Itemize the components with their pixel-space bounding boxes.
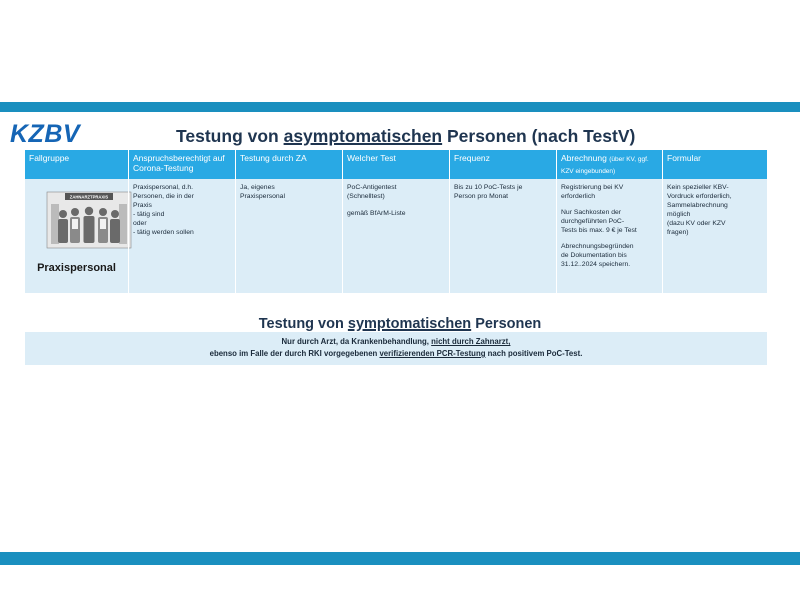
header-abrechnung-note: (über KV, ggf. KZV eingebunden) — [561, 156, 649, 175]
header-frequenz: Frequenz — [454, 153, 490, 163]
cell-formular: Kein spezieller KBV- Vordruck erforderlich, Sammelabrechnung möglich (dazu KV oder KZV fragen) — [667, 184, 732, 236]
bottom-accent-bar — [0, 552, 800, 565]
top-accent-bar — [0, 102, 800, 112]
col-testung-za — [235, 150, 342, 293]
col-abrechnung — [556, 150, 662, 293]
header-testung-za: Testung durch ZA — [240, 153, 307, 163]
symptomatic-line-2: ebenso im Falle der durch RKI vorgegebenen verifizierenden PCR-Testung nach positivem PoC-Test. — [209, 349, 583, 358]
symptomatic-info-box — [25, 332, 767, 365]
cell-welcher-test: PoC-Antigentest (Schnelltest) gemäß BfArM-Liste — [347, 184, 406, 217]
cell-abrechnung: Registrierung bei KV erforderlich Nur Sachkosten der durchgeführten PoC- Tests bis max. 9 € je Test Abrechnungsbegründen de Dokumentation bis 31.12..2024 speichern. — [561, 184, 637, 268]
symptomatic-highlight: symptomatischen — [347, 316, 472, 332]
asymptomatic-title: Testung von asymptomatischen Personen (nach TestV) — [176, 126, 636, 146]
symptomatic-title: Testung von symptomatischen Personen — [258, 316, 542, 332]
asymptomatic-table — [25, 150, 767, 293]
col-anspruch — [128, 150, 235, 293]
praxispersonal-label: Praxispersonal — [37, 262, 116, 274]
header-anspruch: Anspruchsberechtigt auf Corona-Testung — [133, 153, 225, 173]
header-abrechnung: Abrechnung (über KV, ggf. KZV eingebunden) — [561, 153, 649, 175]
symptomatic-line-1: Nur durch Arzt, da Krankenbehandlung, nicht durch Zahnarzt, — [281, 337, 511, 346]
col-frequenz — [449, 150, 556, 293]
header-fallgruppe: Fallgruppe — [29, 153, 70, 163]
header-formular: Formular — [667, 153, 702, 163]
kzbv-logo: KZBV — [10, 120, 81, 148]
cell-testung-za: Ja, eigenes Praxispersonal — [240, 184, 285, 200]
col-welcher-test — [342, 150, 449, 293]
col-fallgruppe — [25, 150, 128, 293]
header-welcher-test: Welcher Test — [347, 153, 396, 163]
practice-sign-text: ZAHNARZTPRAXIS — [69, 194, 109, 200]
asymptomatic-highlight: asymptomatischen — [283, 126, 443, 146]
col-formular — [662, 150, 767, 293]
cell-frequenz: Bis zu 10 PoC-Tests je Person pro Monat — [454, 184, 523, 200]
cell-anspruch: Praxispersonal, d.h. Personen, die in der Praxis - tätig sind oder - tätig werden sollen — [133, 184, 194, 236]
practice-staff-illustration — [43, 190, 135, 252]
